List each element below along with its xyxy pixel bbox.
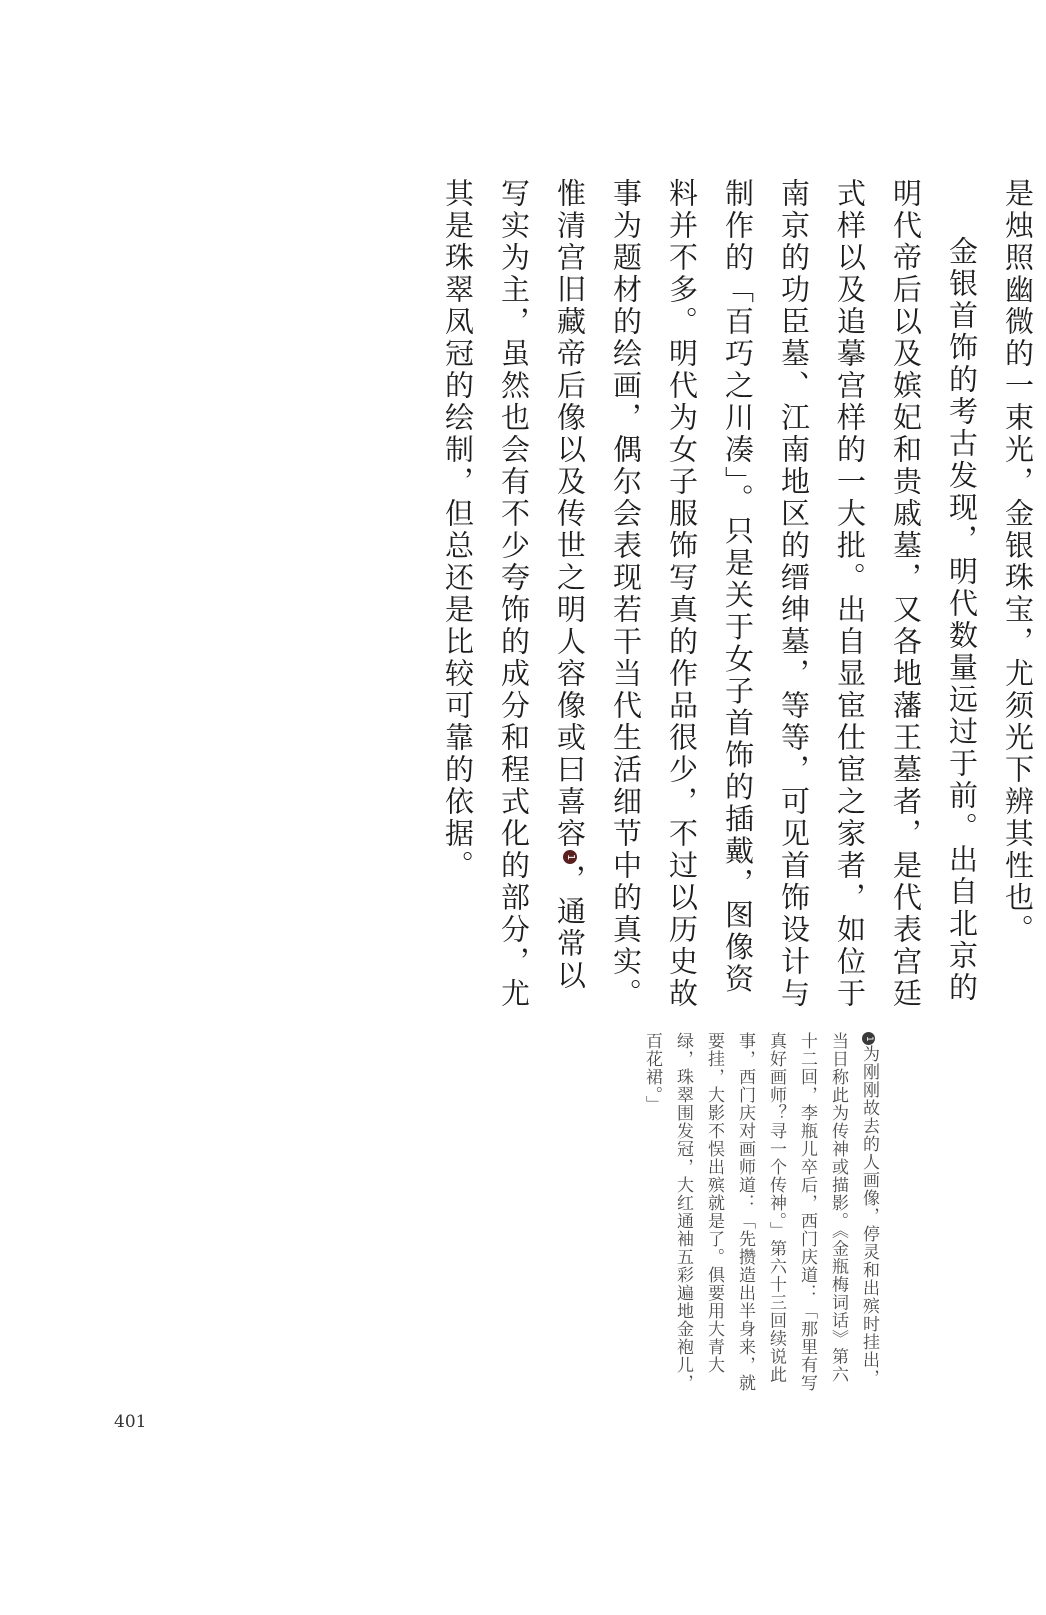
paragraph-text: 金银首饰的考古发现，明代数量远过于前。出自北京的明代帝后以及嫔妃和贵戚墓，又各地藩王墓者，是代表宫廷式样以及追摹宫样的一大批。出自显宦仕宦之家者，如位于南京的功臣墓、江南地区的缙绅墓，等等，可见首饰设计与制作的「百巧之川凑」。只是关于女子首饰的插戴，图像资料并不多。明代为女子服饰写真的作品很少，不过以历史故事为题材的绘画，偶尔会表现若干当代生活细节中的真实。惟清宫旧藏帝后像以及传世之明人容像或曰喜容 [553,178,979,1010]
footnote-text: 为刚刚故去的人画像，停灵和出殡时挂出，当日称此为传神或描影。《金瓶梅词话》第六十二回，李瓶儿卒后，西门庆道：「那里有写真好画师？寻一个传神。」第六十三回续说此事，西门庆对画师道：「先攒造出半身来，就要挂，大影不悮出殡就是了。俱要用大青大绿，珠翠围发冠，大红通袖五彩遍地金袍儿，百花裙。」 [642,1032,879,1392]
main-text-block [430,178,1046,1018]
paragraph-text: 是烛照幽微的一束光，金银珠宝，尤须光下辨其性也。 [1001,178,1035,946]
paragraph-continued [990,178,1046,1018]
footnote-block [636,1032,884,1392]
footnote-marker: 1 [563,850,577,864]
paragraph-text-tail: ，通常以写实为主，虽然也会有不少夸饰的成分和程式化的部分，尤其是珠翠凤冠的绘制，但总还是比较可靠的依据。 [441,178,587,1010]
page-number: 401 [114,1412,147,1432]
paragraph [430,178,990,1018]
footnote-number: 1 [862,1032,875,1045]
